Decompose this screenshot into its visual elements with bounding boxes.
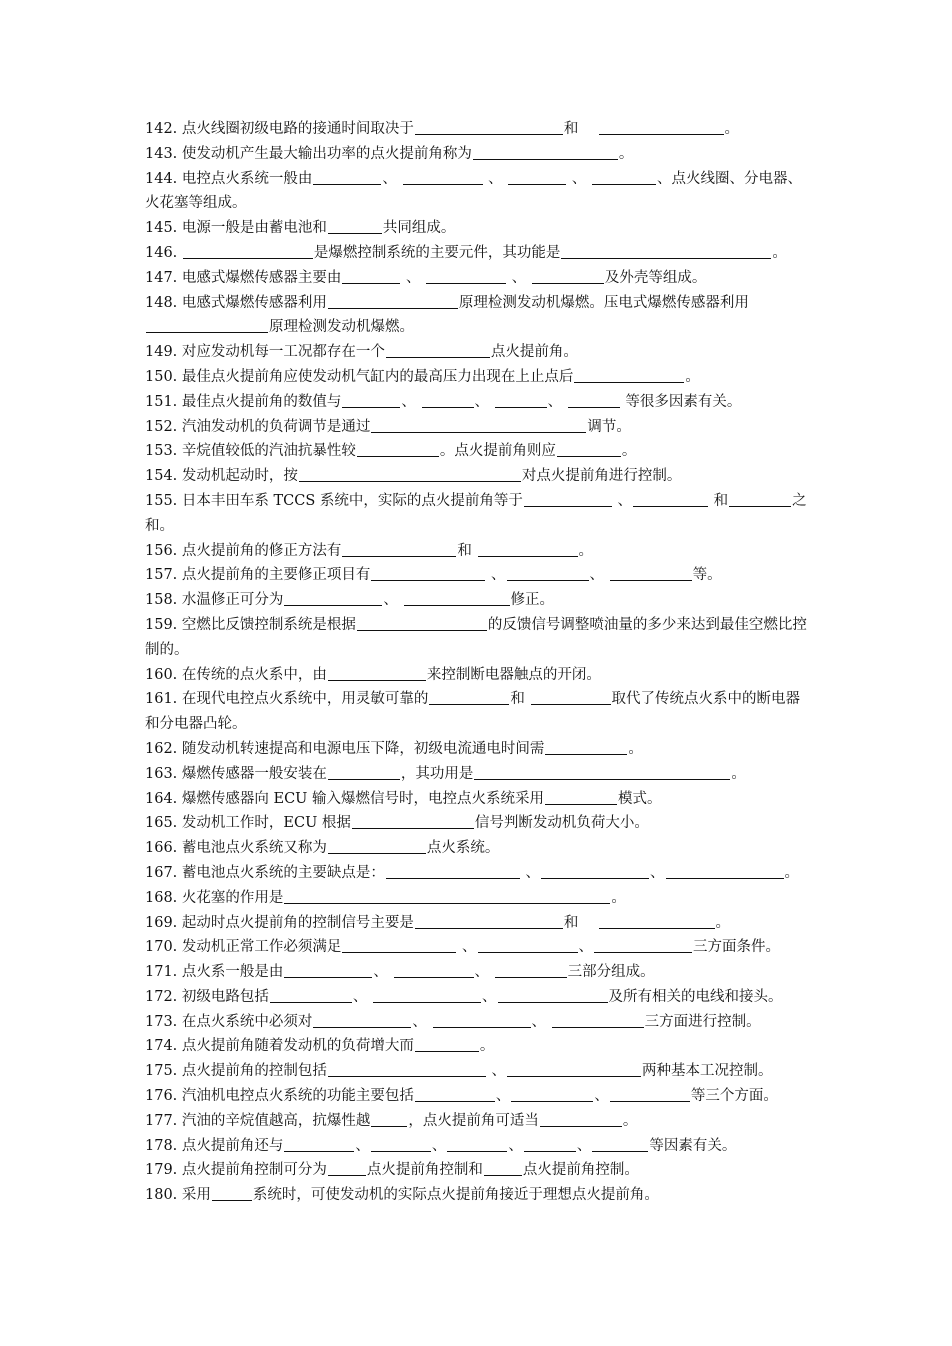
answer-blank[interactable]: [729, 491, 791, 507]
answer-blank[interactable]: [146, 317, 268, 333]
answer-blank[interactable]: [447, 1136, 507, 1152]
question-q180: 180. 采用 系统时，可使发动机的实际点火提前角接近于理想点火提前角。: [145, 1187, 659, 1204]
question-q151: 151. 最佳点火提前角的数值与 、 、 、 等很多因素有关。: [145, 393, 742, 410]
answer-blank[interactable]: [433, 1012, 531, 1028]
question-q157: 157. 点火提前角的主要修正项目有 、 、 等。: [145, 567, 722, 584]
answer-blank[interactable]: [357, 441, 439, 457]
answer-blank[interactable]: [599, 913, 715, 929]
answer-blank[interactable]: [386, 863, 520, 879]
answer-blank[interactable]: [328, 838, 426, 854]
answer-blank[interactable]: [328, 218, 382, 234]
answer-blank[interactable]: [403, 169, 483, 185]
answer-blank[interactable]: [415, 913, 563, 929]
answer-blank[interactable]: [299, 466, 521, 482]
answer-blank[interactable]: [524, 491, 612, 507]
question-list: [145, 117, 810, 1208]
question-q145: 145. 电源一般是由蓄电池和 共同组成。: [145, 220, 456, 237]
answer-blank[interactable]: [183, 243, 313, 259]
answer-blank[interactable]: [545, 789, 617, 805]
question-q150: 150. 最佳点火提前角应使发动机气缸内的最高压力出现在上止点后 。: [145, 368, 700, 385]
answer-blank[interactable]: [328, 665, 426, 681]
answer-blank[interactable]: [342, 937, 456, 953]
answer-blank[interactable]: [429, 689, 509, 705]
answer-blank[interactable]: [328, 1160, 366, 1176]
question-q154: 154. 发动机起动时，按 对点火提前角进行控制。: [145, 468, 682, 485]
answer-blank[interactable]: [474, 764, 730, 780]
question-q173: 173. 在点火系统中必须对 、 、 三方面进行控制。: [145, 1013, 761, 1030]
answer-blank[interactable]: [568, 392, 620, 408]
answer-blank[interactable]: [386, 342, 490, 358]
answer-blank[interactable]: [524, 1136, 576, 1152]
question-q175: 175. 点火提前角的控制包括 、 两种基本工况控制。: [145, 1063, 773, 1080]
answer-blank[interactable]: [415, 119, 563, 135]
question-q169: 169. 起动时点火提前角的控制信号主要是 和 。: [145, 914, 731, 931]
question-q143: 143. 使发动机产生最大输出功率的点火提前角称为 。: [145, 145, 634, 162]
answer-blank[interactable]: [507, 1061, 641, 1077]
question-q179: 179. 点火提前角控制可分为 点火提前角控制和 点火提前角控制。: [145, 1162, 639, 1179]
answer-blank[interactable]: [545, 739, 627, 755]
question-q168: 168. 火花塞的作用是 。: [145, 889, 626, 906]
question-q178: 178. 点火提前角还与 、 、 、 、 等因素有关。: [145, 1137, 737, 1154]
answer-blank[interactable]: [541, 863, 649, 879]
answer-blank[interactable]: [270, 987, 352, 1003]
question-q144: 144. 电控点火系统一般由 、 、 、 、点火线圈、分电器、火花塞等组成。: [145, 170, 802, 212]
answer-blank[interactable]: [328, 764, 400, 780]
question-q165: 165. 发动机工作时，ECU 根据 信号判断发动机负荷大小。: [145, 815, 649, 832]
answer-blank[interactable]: [328, 1061, 486, 1077]
answer-blank[interactable]: [342, 392, 400, 408]
answer-blank[interactable]: [592, 169, 656, 185]
question-q172: 172. 初级电路包括 、 、 及所有相关的电线和接头。: [145, 988, 783, 1005]
answer-blank[interactable]: [610, 1086, 690, 1102]
answer-blank[interactable]: [404, 590, 510, 606]
question-q159: 159. 空燃比反馈控制系统是根据 的反馈信号调整喷油量的多少来达到最佳空燃比控制的。: [145, 616, 807, 658]
answer-blank[interactable]: [610, 565, 692, 581]
question-q160: 160. 在传统的点火系中，由 来控制断电器触点的开闭。: [145, 666, 601, 683]
answer-blank[interactable]: [473, 144, 618, 160]
question-q153: 153. 辛烷值较低的汽油抗暴性较 。点火提前角则应 。: [145, 443, 637, 460]
answer-blank[interactable]: [415, 1086, 495, 1102]
answer-blank[interactable]: [478, 541, 578, 557]
answer-blank[interactable]: [507, 565, 589, 581]
answer-blank[interactable]: [357, 615, 487, 631]
answer-blank[interactable]: [371, 1111, 407, 1127]
question-q147: 147. 电感式爆燃传感器主要由 、 、 及外壳等组成。: [145, 269, 707, 286]
question-q142: 142. 点火线圈初级电路的接通时间取决于 和 。: [145, 121, 740, 137]
question-q163: 163. 爆燃传感器一般安装在 ，其功用是 。: [145, 765, 746, 782]
answer-blank[interactable]: [284, 1136, 354, 1152]
answer-blank[interactable]: [394, 962, 474, 978]
answer-blank[interactable]: [373, 987, 481, 1003]
answer-blank[interactable]: [415, 1036, 479, 1052]
question-q164: 164. 爆燃传感器向 ECU 输入爆燃信号时，电控点火系统采用 模式。: [145, 790, 662, 807]
answer-blank[interactable]: [371, 417, 586, 433]
answer-blank[interactable]: [599, 119, 724, 135]
answer-blank[interactable]: [422, 392, 474, 408]
question-q177: 177. 汽油的辛烷值越高，抗爆性越 ，点火提前角可适当 。: [145, 1112, 638, 1129]
question-q167: 167. 蓄电池点火系统的主要缺点是： 、 、 。: [145, 864, 800, 881]
answer-blank[interactable]: [342, 541, 456, 557]
question-q155: 155. 日本丰田车系 TCCS 系统中，实际的点火提前角等于 、 和 之和。: [145, 492, 807, 534]
answer-blank[interactable]: [313, 1012, 411, 1028]
question-q158: 158. 水温修正可分为 、 修正。: [145, 592, 555, 609]
question-q146: 146. 是爆燃控制系统的主要元件，其功能是 。: [145, 244, 787, 261]
answer-blank[interactable]: [352, 813, 474, 829]
answer-blank[interactable]: [498, 987, 608, 1003]
answer-blank[interactable]: [540, 1111, 622, 1127]
answer-blank[interactable]: [574, 367, 684, 383]
answer-blank[interactable]: [552, 1012, 644, 1028]
answer-blank[interactable]: [426, 268, 506, 284]
answer-blank[interactable]: [666, 863, 784, 879]
answer-blank[interactable]: [371, 1136, 431, 1152]
answer-blank[interactable]: [284, 888, 610, 904]
answer-blank[interactable]: [532, 268, 604, 284]
answer-blank[interactable]: [594, 937, 692, 953]
question-q166: 166. 蓄电池点火系统又称为 点火系统。: [145, 840, 500, 857]
answer-blank[interactable]: [531, 689, 611, 705]
answer-blank[interactable]: [495, 962, 567, 978]
answer-blank[interactable]: [557, 441, 621, 457]
answer-blank[interactable]: [371, 565, 485, 581]
answer-blank[interactable]: [284, 590, 382, 606]
answer-blank[interactable]: [212, 1185, 252, 1201]
answer-blank[interactable]: [284, 962, 372, 978]
question-q152: 152. 汽油发动机的负荷调节是通过 调节。: [145, 418, 631, 435]
answer-blank[interactable]: [484, 1160, 522, 1176]
answer-blank[interactable]: [561, 243, 771, 259]
question-q148: 148. 电感式爆燃传感器利用 原理检测发动机爆燃。压电式爆燃传感器利用原理检测发动机爆燃。: [145, 294, 749, 336]
question-q156: 156. 点火提前角的修正方法有 和 。: [145, 542, 594, 559]
question-q174: 174. 点火提前角随着发动机的负荷增大而 。: [145, 1038, 495, 1055]
answer-blank[interactable]: [633, 491, 708, 507]
answer-blank[interactable]: [328, 293, 458, 309]
question-q171: 171. 点火系一般是由 、 、 三部分组成。: [145, 964, 655, 981]
question-q170: 170. 发动机正常工作必须满足 、 、 三方面条件。: [145, 939, 781, 956]
answer-blank[interactable]: [495, 392, 547, 408]
answer-blank[interactable]: [511, 1086, 593, 1102]
answer-blank[interactable]: [313, 169, 381, 185]
question-q161: 161. 在现代电控点火系统中，用灵敏可靠的 和 取代了传统点火系中的断电器和分电器凸轮。: [145, 691, 801, 733]
answer-blank[interactable]: [592, 1136, 648, 1152]
answer-blank[interactable]: [478, 937, 578, 953]
answer-blank[interactable]: [342, 268, 400, 284]
answer-blank[interactable]: [508, 169, 566, 185]
question-q176: 176. 汽油机电控点火系统的功能主要包括 、 、 等三个方面。: [145, 1088, 778, 1105]
question-q162: 162. 随发动机转速提高和电源电压下降，初级电流通电时间需 。: [145, 740, 643, 757]
question-q149: 149. 对应发动机每一工况都存在一个 点火提前角。: [145, 344, 578, 361]
